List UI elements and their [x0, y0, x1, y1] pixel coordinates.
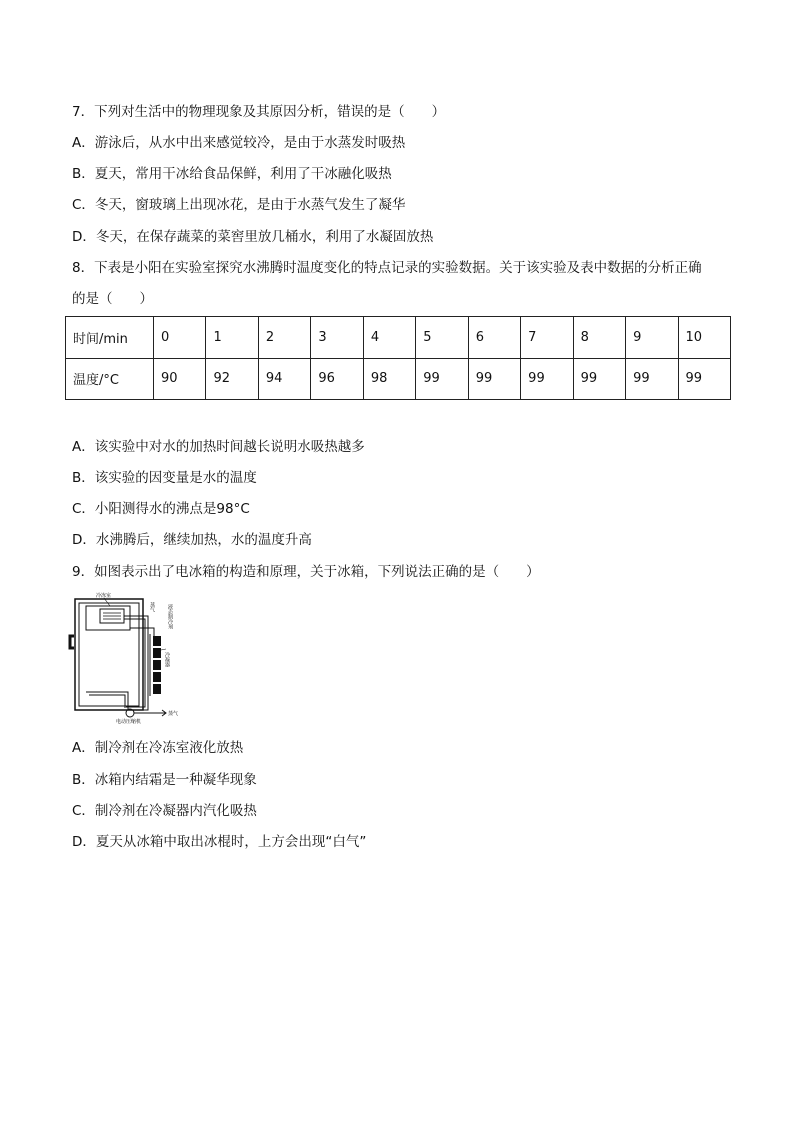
table-header-temperature: 温度/°C — [66, 358, 154, 400]
label-vapor-bottom: 蒸气 — [168, 711, 179, 717]
table-cell: 99 — [626, 358, 678, 400]
q8-stem-line2: 的是（ ） — [72, 291, 153, 307]
q9-option-b: B．冰箱内结霜是一种凝华现象 — [72, 772, 257, 788]
q9-option-c: C．制冷剂在冷凝器内汽化吸热 — [72, 803, 257, 819]
label-freezer: 冷冻室 — [96, 593, 112, 599]
table-row — [66, 317, 731, 359]
table-cell: 0 — [154, 317, 206, 359]
label-vapor-top: 蒸气 — [149, 602, 155, 612]
q8-data-table — [65, 316, 731, 400]
table-cell: 9 — [626, 317, 678, 359]
table-cell: 98 — [363, 358, 415, 400]
table-cell: 99 — [521, 358, 573, 400]
label-liquid-refrigerant: 液态制冷剂 — [167, 604, 173, 629]
q7-option-b: B．夏天，常用干冰给食品保鲜，利用了干冰融化吸热 — [72, 166, 392, 182]
table-cell: 1 — [206, 317, 258, 359]
table-header-time: 时间/min — [66, 317, 154, 359]
q7-option-d: D．冬天，在保存蔬菜的菜窖里放几桶水，利用了水凝固放热 — [72, 229, 434, 245]
q7-stem: 7．下列对生活中的物理现象及其原因分析，错误的是（ ） — [72, 104, 446, 120]
q8-option-b: B．该实验的因变量是水的温度 — [72, 470, 257, 486]
table-cell: 5 — [416, 317, 468, 359]
q9-option-a: A．制冷剂在冷冻室液化放热 — [72, 740, 244, 756]
q9-stem: 9．如图表示出了电冰箱的构造和原理，关于冰箱，下列说法正确的是（ ） — [72, 564, 540, 580]
table-cell: 94 — [258, 358, 310, 400]
table-cell: 99 — [573, 358, 625, 400]
table-cell: 4 — [363, 317, 415, 359]
table-cell: 3 — [311, 317, 363, 359]
table-cell: 99 — [468, 358, 520, 400]
table-cell: 7 — [521, 317, 573, 359]
q9-option-d: D．夏天从冰箱中取出冰棍时，上方会出现“白气” — [72, 834, 367, 850]
label-condenser: 冷凝器 — [164, 652, 170, 667]
table-row — [66, 358, 731, 400]
table-cell: 92 — [206, 358, 258, 400]
q8-option-d: D．水沸腾后，继续加热，水的温度升高 — [72, 532, 312, 548]
q8-stem-line1: 8．下表是小阳在实验室探究水沸腾时温度变化的特点记录的实验数据。关于该实验及表中数据的分析正确 — [72, 260, 702, 276]
table-cell: 2 — [258, 317, 310, 359]
table-cell: 6 — [468, 317, 520, 359]
table-cell: 10 — [678, 317, 730, 359]
q7-option-a: A．游泳后，从水中出来感觉较冷，是由于水蒸发时吸热 — [72, 135, 406, 151]
label-compressor: 电动压缩机 — [116, 719, 142, 724]
q8-option-c: C．小阳测得水的沸点是98°C — [72, 501, 250, 517]
table-cell: 96 — [311, 358, 363, 400]
table-cell: 90 — [154, 358, 206, 400]
q8-option-a: A．该实验中对水的加热时间越长说明水吸热越多 — [72, 439, 365, 455]
table-cell: 99 — [416, 358, 468, 400]
q7-option-c: C．冬天，窗玻璃上出现冰花，是由于水蒸气发生了凝华 — [72, 197, 406, 213]
table-cell: 8 — [573, 317, 625, 359]
refrigerator-diagram — [66, 592, 194, 724]
table-cell: 99 — [678, 358, 730, 400]
